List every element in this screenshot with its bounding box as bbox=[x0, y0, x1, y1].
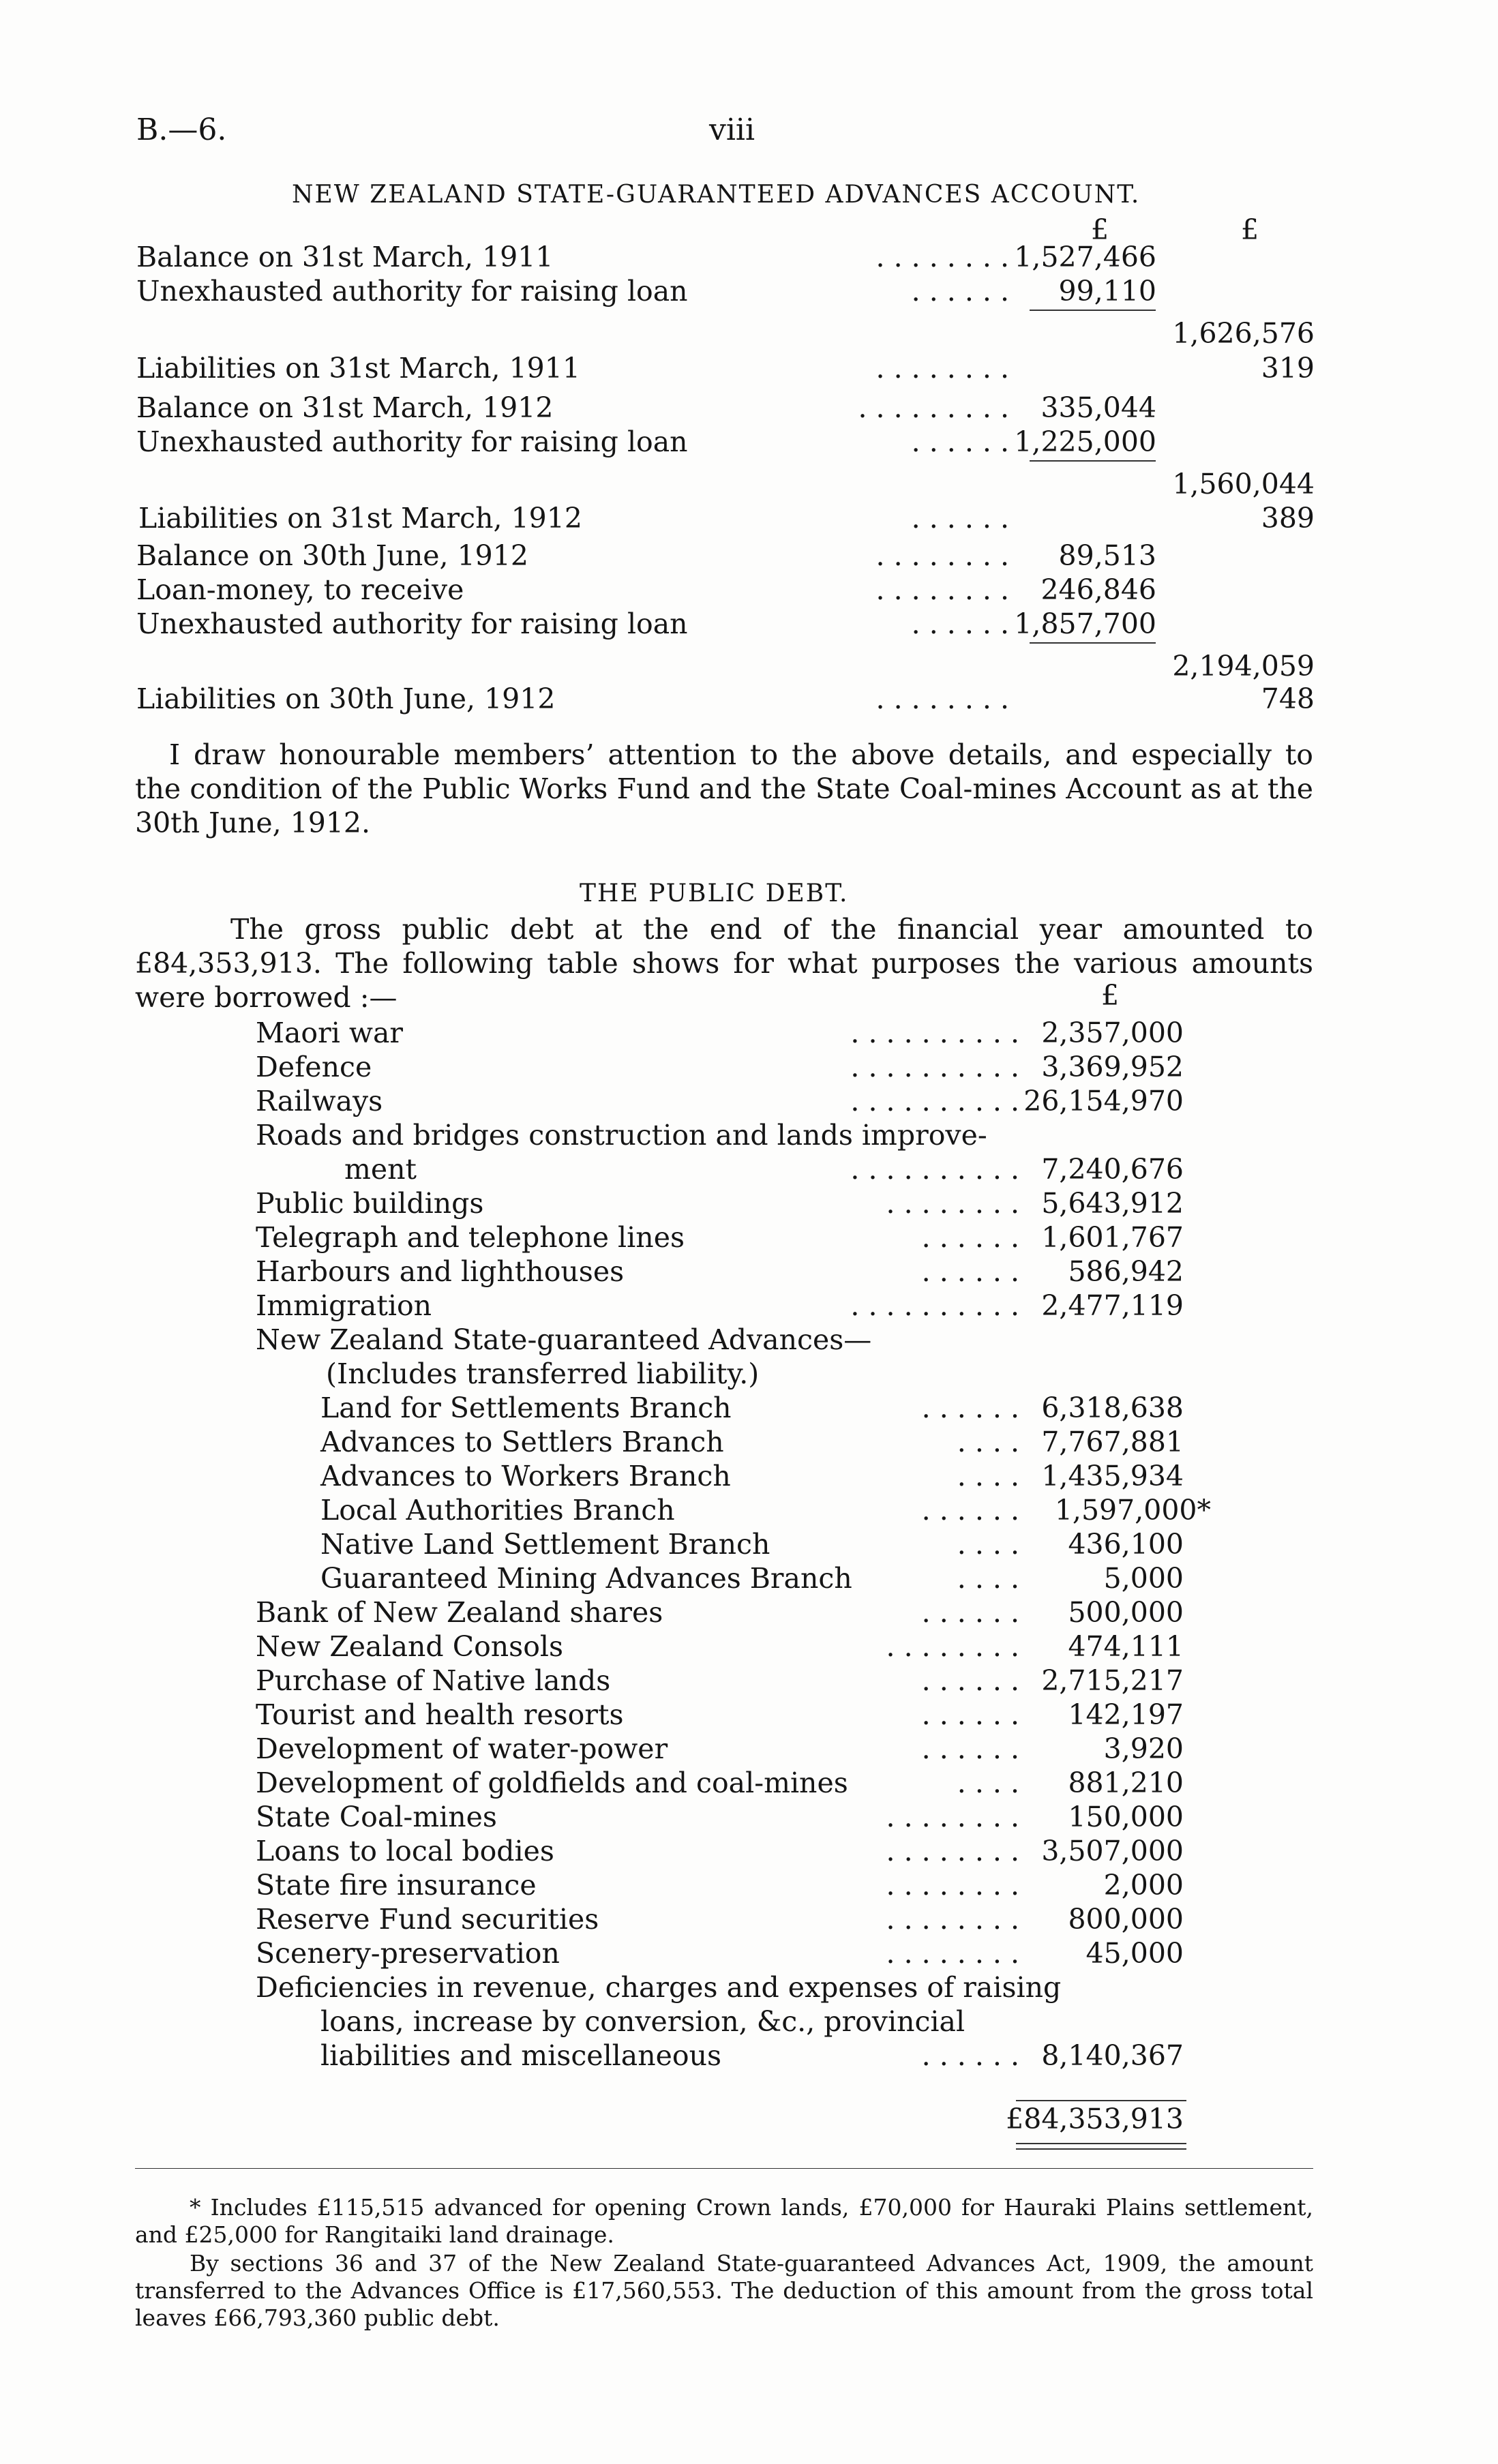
document-reference: B.—6. bbox=[136, 112, 227, 147]
debt-row-label: Reserve Fund securities bbox=[256, 1903, 599, 1936]
leader-dots: . . . . bbox=[957, 1426, 1019, 1458]
leader-dots: . . . . bbox=[957, 1562, 1019, 1595]
advances-row-label: Balance on 31st March, 1912 bbox=[136, 391, 554, 424]
advances-row-label: Unexhausted authority for raising loan bbox=[136, 607, 688, 640]
debt-row-label: Telegraph and telephone lines bbox=[256, 1221, 685, 1254]
debt-row-amount: 6,318,638 bbox=[1041, 1392, 1184, 1424]
debt-row-label: Harbours and lighthouses bbox=[256, 1255, 625, 1288]
debt-row-amount: 26,154,970 bbox=[1023, 1085, 1184, 1117]
debt-row-label: Advances to Workers Branch bbox=[320, 1460, 731, 1492]
debt-row-amount: 474,111 bbox=[1068, 1630, 1184, 1663]
leader-dots: . . . . . . bbox=[911, 502, 1009, 535]
leader-dots: . . . . . . bbox=[921, 1698, 1019, 1731]
leader-dots: . . . . . . bbox=[911, 607, 1009, 640]
leader-dots: . . . . . . . . bbox=[875, 573, 1009, 606]
leader-dots: . . . . . . . . bbox=[886, 1187, 1019, 1220]
advances-row-label: Loan-money, to receive bbox=[136, 573, 464, 606]
advances-row-label: Balance on 31st March, 1911 bbox=[136, 241, 554, 273]
leader-dots: . . . . . . . . bbox=[875, 539, 1009, 572]
public-debt-title: THE PUBLIC DEBT. bbox=[580, 880, 849, 907]
debt-row-label: Loans to local bodies bbox=[256, 1835, 554, 1867]
subtotal-rule bbox=[1030, 460, 1156, 462]
advances-amount-currency: £ bbox=[1091, 213, 1109, 246]
advances-row-amount: 1,527,466 bbox=[1014, 241, 1156, 273]
advances-row-label: Liabilities on 30th June, 1912 bbox=[136, 682, 556, 715]
debt-row-label: State fire insurance bbox=[256, 1869, 537, 1902]
debt-row-amount: 150,000 bbox=[1068, 1801, 1184, 1833]
debt-row-label: Roads and bridges construction and lands improve- bbox=[256, 1119, 987, 1152]
debt-row-label: Advances to Settlers Branch bbox=[320, 1426, 724, 1458]
debt-row-amount: 1,435,934 bbox=[1041, 1460, 1184, 1492]
total-double-rule-2 bbox=[1016, 2148, 1186, 2150]
advances-total-currency: £ bbox=[1241, 213, 1259, 246]
leader-dots: . . . . . . . . . . bbox=[850, 1017, 1019, 1049]
leader-dots: . . . . . . bbox=[921, 1732, 1019, 1765]
debt-row-amount: 436,100 bbox=[1068, 1528, 1184, 1561]
advances-row-label: Unexhausted authority for raising loan bbox=[136, 425, 688, 458]
advances-row-label: Liabilities on 31st March, 1912 bbox=[138, 502, 582, 535]
subtotal-rule bbox=[1030, 310, 1156, 311]
total-rule-top bbox=[1016, 2100, 1186, 2101]
debt-row-label: Bank of New Zealand shares bbox=[256, 1596, 663, 1629]
leader-dots: . . . . . . bbox=[921, 1664, 1019, 1697]
debt-row-label: Tourist and health resorts bbox=[256, 1698, 624, 1731]
debt-row-label: liabilities and miscellaneous bbox=[320, 2039, 722, 2072]
leader-dots: . . . . . . bbox=[911, 275, 1009, 307]
advances-row-total: 1,626,576 bbox=[1172, 317, 1315, 350]
debt-row-amount: 7,240,676 bbox=[1041, 1153, 1184, 1186]
page-number: viii bbox=[709, 112, 755, 147]
debt-row-amount: 1,601,767 bbox=[1041, 1221, 1184, 1254]
advances-row-total: 319 bbox=[1261, 352, 1315, 385]
debt-row-amount: 2,477,119 bbox=[1041, 1289, 1184, 1322]
footnote-asterisk: * Includes £115,515 advanced for opening Crown lands, £70,000 for Hauraki Plains settlement, and £25,000 for Rangitaiki land drainage. bbox=[135, 2194, 1313, 2248]
debt-row-amount: 2,715,217 bbox=[1041, 1664, 1184, 1697]
advances-row-amount: 89,513 bbox=[1058, 539, 1156, 572]
debt-row-label: Native Land Settlement Branch bbox=[320, 1528, 770, 1561]
footnote-separator bbox=[135, 2168, 1313, 2169]
debt-row-amount: 142,197 bbox=[1068, 1698, 1184, 1731]
debt-row-amount: 586,942 bbox=[1068, 1255, 1184, 1288]
advances-row-label: Liabilities on 31st March, 1911 bbox=[136, 352, 580, 385]
advances-row-total: 389 bbox=[1261, 502, 1315, 535]
debt-row-label: Guaranteed Mining Advances Branch bbox=[320, 1562, 852, 1595]
debt-row-label: Local Authorities Branch bbox=[320, 1494, 675, 1527]
advances-row-total: 1,560,044 bbox=[1172, 468, 1315, 500]
leader-dots: . . . . . . . . . . bbox=[850, 1085, 1019, 1117]
total-double-rule-1 bbox=[1016, 2143, 1186, 2144]
debt-row-label: Purchase of Native lands bbox=[256, 1664, 611, 1697]
leader-dots: . . . . . . . . . . bbox=[850, 1289, 1019, 1322]
debt-row-amount: 45,000 bbox=[1085, 1937, 1184, 1970]
debt-row-amount: 1,597,000* bbox=[1054, 1494, 1211, 1527]
debt-row-label: Maori war bbox=[256, 1017, 403, 1049]
advances-row-label: Unexhausted authority for raising loan bbox=[136, 275, 688, 307]
debt-row-amount: 881,210 bbox=[1068, 1767, 1184, 1799]
leader-dots: . . . . bbox=[957, 1767, 1019, 1799]
leader-dots: . . . . . . . . bbox=[886, 1869, 1019, 1902]
debt-row-amount: 7,767,881 bbox=[1041, 1426, 1184, 1458]
debt-row-amount: 3,369,952 bbox=[1041, 1051, 1184, 1083]
debt-row-label: Immigration bbox=[256, 1289, 432, 1322]
debt-currency: £ bbox=[1101, 979, 1120, 1012]
debt-row-label: ment bbox=[344, 1153, 417, 1186]
leader-dots: . . . . . . . . . bbox=[858, 391, 1009, 424]
debt-row-label: (Includes transferred liability.) bbox=[326, 1357, 760, 1390]
subtotal-rule bbox=[1030, 642, 1156, 644]
debt-row-label: Development of water-power bbox=[256, 1732, 668, 1765]
leader-dots: . . . . bbox=[957, 1528, 1019, 1561]
debt-row-label: Development of goldfields and coal-mines bbox=[256, 1767, 848, 1799]
leader-dots: . . . . . . bbox=[921, 1221, 1019, 1254]
debt-row-label: Scenery-preservation bbox=[256, 1937, 560, 1970]
debt-row-label: loans, increase by conversion, &c., provincial bbox=[320, 2005, 965, 2038]
advances-row-amount: 246,846 bbox=[1040, 573, 1156, 606]
debt-row-amount: 500,000 bbox=[1068, 1596, 1184, 1629]
debt-row-amount: 2,357,000 bbox=[1041, 1017, 1184, 1049]
debt-row-amount: 8,140,367 bbox=[1041, 2039, 1184, 2072]
debt-row-amount: 3,507,000 bbox=[1041, 1835, 1184, 1867]
leader-dots: . . . . . . . . bbox=[886, 1937, 1019, 1970]
leader-dots: . . . . bbox=[957, 1460, 1019, 1492]
leader-dots: . . . . . . . . bbox=[886, 1835, 1019, 1867]
debt-total: £84,353,913 bbox=[1006, 2103, 1184, 2135]
advances-row-amount: 1,225,000 bbox=[1014, 425, 1156, 458]
leader-dots: . . . . . . . . bbox=[875, 352, 1009, 385]
debt-row-amount: 5,643,912 bbox=[1041, 1187, 1184, 1220]
leader-dots: . . . . . . . . . . bbox=[850, 1051, 1019, 1083]
debt-row-amount: 800,000 bbox=[1068, 1903, 1184, 1936]
leader-dots: . . . . . . . . bbox=[886, 1801, 1019, 1833]
leader-dots: . . . . . . bbox=[921, 1596, 1019, 1629]
debt-row-amount: 2,000 bbox=[1103, 1869, 1184, 1902]
leader-dots: . . . . . . . . bbox=[886, 1630, 1019, 1663]
leader-dots: . . . . . . . . bbox=[886, 1903, 1019, 1936]
advances-row-amount: 335,044 bbox=[1040, 391, 1156, 424]
advances-row-total: 748 bbox=[1261, 682, 1315, 715]
advances-row-total: 2,194,059 bbox=[1172, 650, 1315, 682]
debt-row-label: Public buildings bbox=[256, 1187, 484, 1220]
leader-dots: . . . . . . bbox=[921, 1494, 1019, 1527]
debt-row-label: Defence bbox=[256, 1051, 372, 1083]
debt-row-label: New Zealand State-guaranteed Advances— bbox=[256, 1323, 872, 1356]
leader-dots: . . . . . . . . bbox=[875, 241, 1009, 273]
leader-dots: . . . . . . bbox=[911, 425, 1009, 458]
debt-row-label: Railways bbox=[256, 1085, 383, 1117]
debt-row-label: Deficiencies in revenue, charges and expenses of raising bbox=[256, 1971, 1062, 2004]
leader-dots: . . . . . . bbox=[921, 1255, 1019, 1288]
advances-row-amount: 1,857,700 bbox=[1014, 607, 1156, 640]
leader-dots: . . . . . . . . bbox=[875, 682, 1009, 715]
footnote-transfer: By sections 36 and 37 of the New Zealand State-guaranteed Advances Act, 1909, the amount transferred to the Advances Office is £17,560,553. The deduction of this amount from the gross total leaves £66,793,360 public debt. bbox=[135, 2250, 1313, 2331]
debt-row-label: Land for Settlements Branch bbox=[320, 1392, 732, 1424]
leader-dots: . . . . . . . . . . bbox=[850, 1153, 1019, 1186]
attention-paragraph: I draw honourable members’ attention to the above details, and especially to the condition of the Public Works Fund and the State Coal-mines Account as at the 30th June, 1912. bbox=[135, 738, 1313, 839]
public-debt-intro: The gross public debt at the end of the financial year amounted to £84,353,913. The following table shows for what purposes the various amounts were borrowed :— bbox=[135, 913, 1313, 1014]
advances-account-title: NEW ZEALAND STATE-GUARANTEED ADVANCES ACCOUNT. bbox=[292, 181, 1141, 209]
leader-dots: . . . . . . bbox=[921, 1392, 1019, 1424]
advances-row-amount: 99,110 bbox=[1058, 275, 1156, 307]
debt-row-label: State Coal-mines bbox=[256, 1801, 497, 1833]
advances-row-label: Balance on 30th June, 1912 bbox=[136, 539, 528, 572]
debt-row-amount: 3,920 bbox=[1103, 1732, 1184, 1765]
leader-dots: . . . . . . bbox=[921, 2039, 1019, 2072]
debt-row-amount: 5,000 bbox=[1103, 1562, 1184, 1595]
debt-row-label: New Zealand Consols bbox=[256, 1630, 564, 1663]
